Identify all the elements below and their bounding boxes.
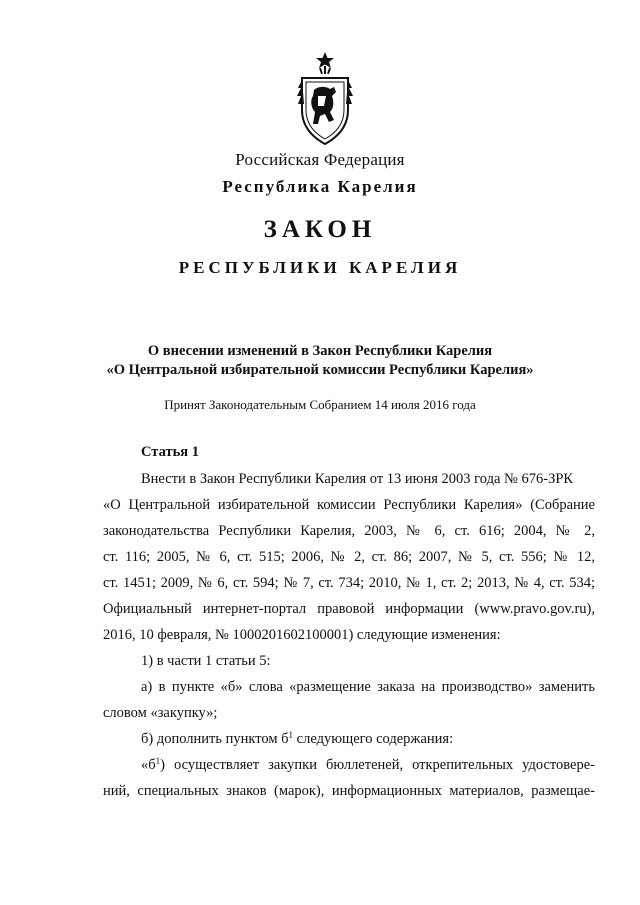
paragraph-line: 2016, 10 февраля, № 1000201602100001) следующие изменения: (103, 627, 501, 643)
paragraph-line: 1) в части 1 статьи 5: (141, 653, 271, 669)
paragraph-line: ст. 1451; 2009, № 6, ст. 594; № 7, ст. 734; 2010, № 1, ст. 2; 2013, № 4, ст. 534; (103, 575, 595, 591)
subject-line-1: О внесении изменений в Закон Республики Карелия (147, 343, 493, 359)
adoption-date: Принят Законодательным Собранием 14 июля 2016 года (164, 397, 476, 412)
document-type: ЗАКОН (263, 216, 377, 243)
paragraph-line: Официальный интернет-портал правовой информации (www.pravo.gov.ru), (103, 601, 595, 617)
paragraph-line: ст. 116; 2005, № 6, ст. 515; 2006, № 2, ст. 86; 2007, № 5, ст. 556; № 12, (103, 549, 595, 565)
item-b-superscript: 1 (288, 730, 294, 740)
paragraph-line: Внести в Закон Республики Карелия от 13 июня 2003 года № 676-ЗРК (141, 471, 574, 487)
republic-name: Республика Карелия (222, 177, 418, 196)
subject-line-2: «О Центральной избирательной комиссии Республики Карелия» (106, 362, 534, 378)
paragraph-line: «О Центральной избирательной комиссии Республики Карелия» (Собрание (103, 497, 595, 513)
quote-superscript: 1 (155, 756, 161, 766)
item-b-suffix: следующего содержания: (293, 731, 454, 747)
item-b-prefix: б) дополнить пунктом б (141, 731, 289, 747)
paragraph-line-quote (141, 756, 595, 774)
country-name: Российская Федерация (235, 150, 405, 169)
quote-open: «б (141, 757, 156, 773)
paragraph-line: законодательства Республики Карелия, 2003, № 6, ст. 616; 2004, № 2, (103, 523, 595, 539)
document-issuer: РЕСПУБЛИКИ КАРЕЛИЯ (178, 258, 462, 277)
karelia-coat-of-arms-icon (296, 50, 354, 146)
quote-rest: ) осуществляет закупки бюллетеней, открепительных удостовере- (160, 757, 595, 773)
paragraph-line: ний, специальных знаков (марок), информационных материалов, размещае- (103, 783, 595, 799)
article-heading: Статья 1 (141, 444, 199, 460)
paragraph-line-item-b (141, 730, 595, 748)
paragraph-line: словом «закупку»; (103, 705, 218, 721)
paragraph-line: а) в пункте «б» слова «размещение заказа на производство» заменить (141, 679, 595, 695)
